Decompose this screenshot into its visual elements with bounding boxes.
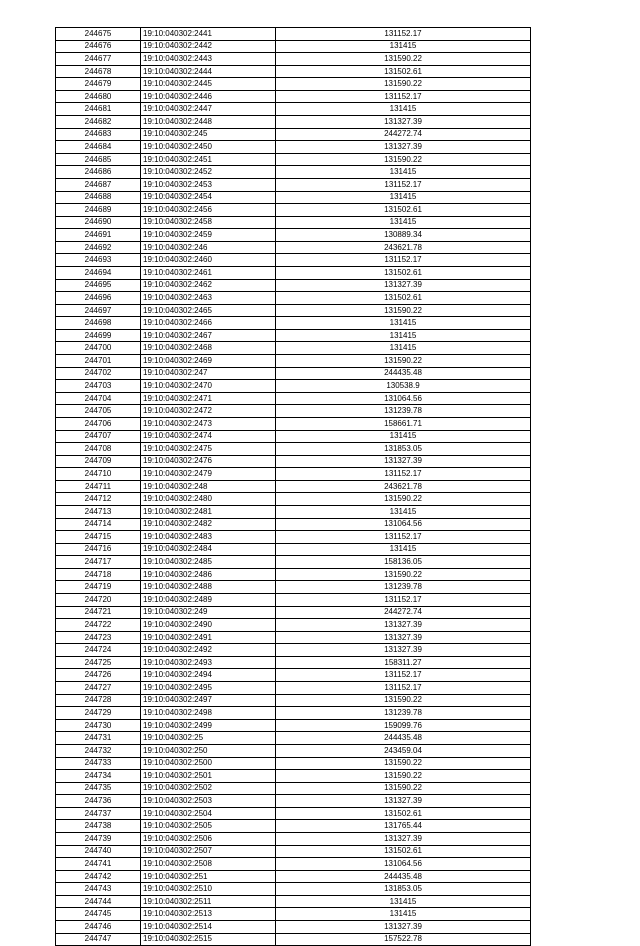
table-row: [56, 40, 531, 53]
table-row: [56, 480, 531, 493]
row-number-cell: 244681: [56, 103, 141, 116]
table-row: [56, 380, 531, 393]
row-number-cell: 244743: [56, 883, 141, 896]
table-row: [56, 178, 531, 191]
row-number-cell: 244737: [56, 807, 141, 820]
table-row: [56, 443, 531, 456]
cadastral-number-cell: 19:10:040302:2492: [141, 644, 276, 657]
table-row: [56, 908, 531, 921]
cadastral-number-cell: 19:10:040302:2480: [141, 493, 276, 506]
row-number-cell: 244738: [56, 820, 141, 833]
value-cell: 243459.04: [276, 744, 531, 757]
value-cell: 131415: [276, 166, 531, 179]
row-number-cell: 244698: [56, 317, 141, 330]
table-row: [56, 28, 531, 41]
table-row: [56, 807, 531, 820]
value-cell: 243621.78: [276, 480, 531, 493]
row-number-cell: 244690: [56, 216, 141, 229]
cadastral-number-cell: 19:10:040302:2450: [141, 141, 276, 154]
row-number-cell: 244687: [56, 178, 141, 191]
table-row: [56, 90, 531, 103]
cadastral-number-cell: 19:10:040302:2458: [141, 216, 276, 229]
row-number-cell: 244722: [56, 619, 141, 632]
row-number-cell: 244694: [56, 266, 141, 279]
value-cell: 131502.61: [276, 807, 531, 820]
table-row: [56, 883, 531, 896]
row-number-cell: 244744: [56, 895, 141, 908]
cadastral-number-cell: 19:10:040302:2473: [141, 417, 276, 430]
table-row: [56, 216, 531, 229]
value-cell: 159099.76: [276, 719, 531, 732]
value-cell: 131415: [276, 40, 531, 53]
row-number-cell: 244677: [56, 53, 141, 66]
row-number-cell: 244692: [56, 241, 141, 254]
cadastral-number-cell: 19:10:040302:2499: [141, 719, 276, 732]
table-row: [56, 870, 531, 883]
row-number-cell: 244712: [56, 493, 141, 506]
row-number-cell: 244682: [56, 116, 141, 129]
cadastral-number-cell: 19:10:040302:2486: [141, 568, 276, 581]
value-cell: 130889.34: [276, 229, 531, 242]
cadastral-number-cell: 19:10:040302:2471: [141, 392, 276, 405]
row-number-cell: 244702: [56, 367, 141, 380]
cadastral-number-cell: 19:10:040302:2505: [141, 820, 276, 833]
cadastral-number-cell: 19:10:040302:2489: [141, 594, 276, 607]
cadastral-number-cell: 19:10:040302:2504: [141, 807, 276, 820]
value-cell: 131415: [276, 908, 531, 921]
value-cell: 131502.61: [276, 845, 531, 858]
value-cell: 131590.22: [276, 355, 531, 368]
table-row: [56, 166, 531, 179]
row-number-cell: 244746: [56, 921, 141, 934]
cadastral-number-cell: 19:10:040302:2461: [141, 266, 276, 279]
row-number-cell: 244742: [56, 870, 141, 883]
table-row: [56, 204, 531, 217]
table-row: [56, 493, 531, 506]
table-row: [56, 417, 531, 430]
row-number-cell: 244727: [56, 682, 141, 695]
row-number-cell: 244708: [56, 443, 141, 456]
value-cell: 131590.22: [276, 694, 531, 707]
row-number-cell: 244710: [56, 468, 141, 481]
row-number-cell: 244721: [56, 606, 141, 619]
value-cell: 244435.48: [276, 732, 531, 745]
cadastral-number-cell: 19:10:040302:247: [141, 367, 276, 380]
cadastral-number-cell: 19:10:040302:2511: [141, 895, 276, 908]
table-row: [56, 644, 531, 657]
value-cell: 131590.22: [276, 568, 531, 581]
table-row: [56, 682, 531, 695]
cadastral-number-cell: 19:10:040302:251: [141, 870, 276, 883]
cadastral-number-cell: 19:10:040302:246: [141, 241, 276, 254]
table-row: [56, 455, 531, 468]
cadastral-number-cell: 19:10:040302:2442: [141, 40, 276, 53]
table-row: [56, 317, 531, 330]
table-row: [56, 782, 531, 795]
cadastral-number-cell: 19:10:040302:2481: [141, 505, 276, 518]
row-number-cell: 244731: [56, 732, 141, 745]
value-cell: 131415: [276, 895, 531, 908]
cadastral-number-cell: 19:10:040302:2447: [141, 103, 276, 116]
table-row: [56, 833, 531, 846]
table-row: [56, 795, 531, 808]
cadastral-number-cell: 19:10:040302:2466: [141, 317, 276, 330]
value-cell: 244435.48: [276, 367, 531, 380]
value-cell: 131415: [276, 329, 531, 342]
cadastral-number-cell: 19:10:040302:2459: [141, 229, 276, 242]
row-number-cell: 244734: [56, 770, 141, 783]
value-cell: 131327.39: [276, 644, 531, 657]
value-cell: 131415: [276, 342, 531, 355]
value-cell: 131327.39: [276, 141, 531, 154]
table-row: [56, 367, 531, 380]
table-row: [56, 153, 531, 166]
row-number-cell: 244676: [56, 40, 141, 53]
table-row: [56, 744, 531, 757]
row-number-cell: 244711: [56, 480, 141, 493]
row-number-cell: 244689: [56, 204, 141, 217]
table-row: [56, 719, 531, 732]
value-cell: 131853.05: [276, 883, 531, 896]
table-row: [56, 732, 531, 745]
value-cell: 131415: [276, 543, 531, 556]
row-number-cell: 244685: [56, 153, 141, 166]
data-table: [55, 27, 531, 946]
cadastral-number-cell: 19:10:040302:2452: [141, 166, 276, 179]
cadastral-number-cell: 19:10:040302:2498: [141, 707, 276, 720]
table-row: [56, 392, 531, 405]
cadastral-number-cell: 19:10:040302:2446: [141, 90, 276, 103]
value-cell: 131064.56: [276, 858, 531, 871]
table-row: [56, 78, 531, 91]
cadastral-number-cell: 19:10:040302:2513: [141, 908, 276, 921]
row-number-cell: 244715: [56, 531, 141, 544]
row-number-cell: 244695: [56, 279, 141, 292]
value-cell: 131590.22: [276, 304, 531, 317]
cadastral-number-cell: 19:10:040302:2470: [141, 380, 276, 393]
value-cell: 131152.17: [276, 468, 531, 481]
row-number-cell: 244717: [56, 556, 141, 569]
row-number-cell: 244747: [56, 933, 141, 946]
value-cell: 131502.61: [276, 204, 531, 217]
row-number-cell: 244716: [56, 543, 141, 556]
value-cell: 131853.05: [276, 443, 531, 456]
table-row: [56, 241, 531, 254]
value-cell: 131590.22: [276, 78, 531, 91]
cadastral-number-cell: 19:10:040302:2453: [141, 178, 276, 191]
row-number-cell: 244726: [56, 669, 141, 682]
value-cell: 244272.74: [276, 606, 531, 619]
cadastral-number-cell: 19:10:040302:2493: [141, 656, 276, 669]
row-number-cell: 244729: [56, 707, 141, 720]
row-number-cell: 244683: [56, 128, 141, 141]
table-row: [56, 594, 531, 607]
table-row: [56, 405, 531, 418]
row-number-cell: 244686: [56, 166, 141, 179]
value-cell: 131327.39: [276, 921, 531, 934]
cadastral-number-cell: 19:10:040302:2454: [141, 191, 276, 204]
value-cell: 131064.56: [276, 392, 531, 405]
cadastral-number-cell: 19:10:040302:2514: [141, 921, 276, 934]
cadastral-number-cell: 19:10:040302:2497: [141, 694, 276, 707]
value-cell: 131415: [276, 103, 531, 116]
row-number-cell: 244739: [56, 833, 141, 846]
row-number-cell: 244723: [56, 631, 141, 644]
row-number-cell: 244720: [56, 594, 141, 607]
cadastral-number-cell: 19:10:040302:2507: [141, 845, 276, 858]
table-row: [56, 468, 531, 481]
table-row: [56, 505, 531, 518]
value-cell: 131502.61: [276, 65, 531, 78]
value-cell: 158661.71: [276, 417, 531, 430]
cadastral-number-cell: 19:10:040302:2456: [141, 204, 276, 217]
row-number-cell: 244699: [56, 329, 141, 342]
value-cell: 131152.17: [276, 682, 531, 695]
cadastral-number-cell: 19:10:040302:2483: [141, 531, 276, 544]
table-row: [56, 128, 531, 141]
row-number-cell: 244678: [56, 65, 141, 78]
table-row: [56, 606, 531, 619]
table-row: [56, 820, 531, 833]
table-row: [56, 304, 531, 317]
row-number-cell: 244713: [56, 505, 141, 518]
cadastral-number-cell: 19:10:040302:2501: [141, 770, 276, 783]
value-cell: 131152.17: [276, 90, 531, 103]
table-row: [56, 619, 531, 632]
table-row: [56, 53, 531, 66]
table-row: [56, 656, 531, 669]
cadastral-number-cell: 19:10:040302:2484: [141, 543, 276, 556]
cadastral-number-cell: 19:10:040302:2515: [141, 933, 276, 946]
table-row: [56, 141, 531, 154]
row-number-cell: 244735: [56, 782, 141, 795]
table-body: [56, 28, 531, 946]
row-number-cell: 244679: [56, 78, 141, 91]
value-cell: 243621.78: [276, 241, 531, 254]
table-row: [56, 631, 531, 644]
cadastral-number-cell: 19:10:040302:2462: [141, 279, 276, 292]
cadastral-number-cell: 19:10:040302:2475: [141, 443, 276, 456]
row-number-cell: 244745: [56, 908, 141, 921]
row-number-cell: 244688: [56, 191, 141, 204]
cadastral-number-cell: 19:10:040302:2485: [141, 556, 276, 569]
value-cell: 131152.17: [276, 531, 531, 544]
table-row: [56, 329, 531, 342]
table-row: [56, 355, 531, 368]
cadastral-number-cell: 19:10:040302:2508: [141, 858, 276, 871]
cadastral-number-cell: 19:10:040302:2472: [141, 405, 276, 418]
table-row: [56, 279, 531, 292]
table-row: [56, 568, 531, 581]
table-row: [56, 556, 531, 569]
row-number-cell: 244701: [56, 355, 141, 368]
cadastral-number-cell: 19:10:040302:248: [141, 480, 276, 493]
row-number-cell: 244703: [56, 380, 141, 393]
value-cell: 158311.27: [276, 656, 531, 669]
value-cell: 131152.17: [276, 28, 531, 41]
value-cell: 131765.44: [276, 820, 531, 833]
row-number-cell: 244736: [56, 795, 141, 808]
value-cell: 244272.74: [276, 128, 531, 141]
value-cell: 244435.48: [276, 870, 531, 883]
table-row: [56, 669, 531, 682]
row-number-cell: 244714: [56, 518, 141, 531]
value-cell: 131415: [276, 430, 531, 443]
value-cell: 131590.22: [276, 770, 531, 783]
cadastral-number-cell: 19:10:040302:2502: [141, 782, 276, 795]
row-number-cell: 244693: [56, 254, 141, 267]
value-cell: 131327.39: [276, 631, 531, 644]
row-number-cell: 244719: [56, 581, 141, 594]
table-row: [56, 543, 531, 556]
value-cell: 131415: [276, 505, 531, 518]
row-number-cell: 244684: [56, 141, 141, 154]
value-cell: 131415: [276, 216, 531, 229]
value-cell: 131239.78: [276, 707, 531, 720]
table-row: [56, 518, 531, 531]
cadastral-number-cell: 19:10:040302:2479: [141, 468, 276, 481]
cadastral-number-cell: 19:10:040302:2510: [141, 883, 276, 896]
cadastral-number-cell: 19:10:040302:2451: [141, 153, 276, 166]
value-cell: 131064.56: [276, 518, 531, 531]
table-row: [56, 845, 531, 858]
cadastral-number-cell: 19:10:040302:2443: [141, 53, 276, 66]
cadastral-number-cell: 19:10:040302:2469: [141, 355, 276, 368]
row-number-cell: 244733: [56, 757, 141, 770]
value-cell: 130538.9: [276, 380, 531, 393]
row-number-cell: 244730: [56, 719, 141, 732]
cadastral-number-cell: 19:10:040302:2474: [141, 430, 276, 443]
value-cell: 131327.39: [276, 833, 531, 846]
cadastral-number-cell: 19:10:040302:2495: [141, 682, 276, 695]
row-number-cell: 244709: [56, 455, 141, 468]
value-cell: 131590.22: [276, 782, 531, 795]
row-number-cell: 244718: [56, 568, 141, 581]
table-row: [56, 254, 531, 267]
value-cell: 131590.22: [276, 493, 531, 506]
table-row: [56, 895, 531, 908]
row-number-cell: 244696: [56, 292, 141, 305]
row-number-cell: 244741: [56, 858, 141, 871]
value-cell: 131327.39: [276, 619, 531, 632]
row-number-cell: 244706: [56, 417, 141, 430]
table-row: [56, 292, 531, 305]
value-cell: 131590.22: [276, 757, 531, 770]
table-row: [56, 342, 531, 355]
cadastral-number-cell: 19:10:040302:2476: [141, 455, 276, 468]
table-row: [56, 65, 531, 78]
cadastral-number-cell: 19:10:040302:2444: [141, 65, 276, 78]
value-cell: 131590.22: [276, 53, 531, 66]
value-cell: 131152.17: [276, 254, 531, 267]
row-number-cell: 244675: [56, 28, 141, 41]
cadastral-number-cell: 19:10:040302:250: [141, 744, 276, 757]
cadastral-number-cell: 19:10:040302:2491: [141, 631, 276, 644]
value-cell: 131327.39: [276, 455, 531, 468]
value-cell: 131239.78: [276, 581, 531, 594]
table-row: [56, 191, 531, 204]
value-cell: 131239.78: [276, 405, 531, 418]
table-row: [56, 921, 531, 934]
value-cell: 157522.78: [276, 933, 531, 946]
value-cell: 131590.22: [276, 153, 531, 166]
cadastral-number-cell: 19:10:040302:2463: [141, 292, 276, 305]
value-cell: 158136.05: [276, 556, 531, 569]
table-row: [56, 933, 531, 946]
value-cell: 131415: [276, 317, 531, 330]
cadastral-number-cell: 19:10:040302:2467: [141, 329, 276, 342]
cadastral-number-cell: 19:10:040302:25: [141, 732, 276, 745]
cadastral-number-cell: 19:10:040302:2500: [141, 757, 276, 770]
value-cell: 131502.61: [276, 266, 531, 279]
table-row: [56, 707, 531, 720]
table-row: [56, 229, 531, 242]
row-number-cell: 244697: [56, 304, 141, 317]
cadastral-number-cell: 19:10:040302:2506: [141, 833, 276, 846]
row-number-cell: 244704: [56, 392, 141, 405]
table-row: [56, 531, 531, 544]
row-number-cell: 244691: [56, 229, 141, 242]
cadastral-number-cell: 19:10:040302:2460: [141, 254, 276, 267]
table-row: [56, 858, 531, 871]
cadastral-number-cell: 19:10:040302:2465: [141, 304, 276, 317]
value-cell: 131327.39: [276, 116, 531, 129]
row-number-cell: 244707: [56, 430, 141, 443]
cadastral-number-cell: 19:10:040302:2468: [141, 342, 276, 355]
table-row: [56, 757, 531, 770]
table-row: [56, 266, 531, 279]
table-row: [56, 103, 531, 116]
table-row: [56, 770, 531, 783]
value-cell: 131152.17: [276, 594, 531, 607]
cadastral-number-cell: 19:10:040302:249: [141, 606, 276, 619]
cadastral-number-cell: 19:10:040302:2494: [141, 669, 276, 682]
row-number-cell: 244700: [56, 342, 141, 355]
cadastral-number-cell: 19:10:040302:2448: [141, 116, 276, 129]
value-cell: 131502.61: [276, 292, 531, 305]
cadastral-number-cell: 19:10:040302:2482: [141, 518, 276, 531]
cadastral-number-cell: 19:10:040302:2490: [141, 619, 276, 632]
value-cell: 131152.17: [276, 669, 531, 682]
row-number-cell: 244732: [56, 744, 141, 757]
value-cell: 131415: [276, 191, 531, 204]
cadastral-number-cell: 19:10:040302:2488: [141, 581, 276, 594]
cadastral-number-cell: 19:10:040302:245: [141, 128, 276, 141]
table-row: [56, 116, 531, 129]
row-number-cell: 244705: [56, 405, 141, 418]
table-row: [56, 694, 531, 707]
row-number-cell: 244740: [56, 845, 141, 858]
table-row: [56, 430, 531, 443]
row-number-cell: 244725: [56, 656, 141, 669]
cadastral-number-cell: 19:10:040302:2445: [141, 78, 276, 91]
row-number-cell: 244680: [56, 90, 141, 103]
table-row: [56, 581, 531, 594]
cadastral-number-cell: 19:10:040302:2503: [141, 795, 276, 808]
cadastral-number-cell: 19:10:040302:2441: [141, 28, 276, 41]
value-cell: 131327.39: [276, 795, 531, 808]
row-number-cell: 244724: [56, 644, 141, 657]
value-cell: 131327.39: [276, 279, 531, 292]
row-number-cell: 244728: [56, 694, 141, 707]
value-cell: 131152.17: [276, 178, 531, 191]
